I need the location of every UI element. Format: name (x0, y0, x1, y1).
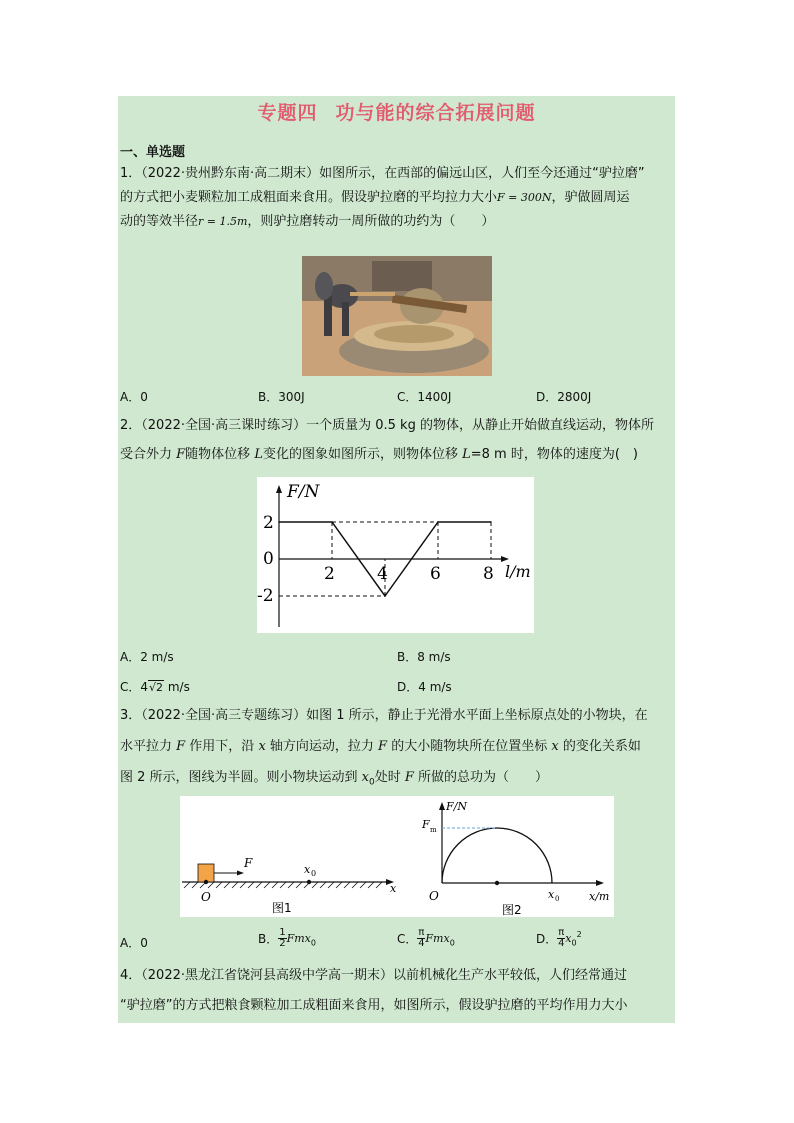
q3-line2: 水平拉力 F 作用下，沿 x 轴方向运动，拉力 F 的大小随物块所在位置坐标 x 的变化关系如 (120, 739, 641, 754)
chart-svg (257, 477, 534, 633)
y-tick-label: 0 (263, 549, 274, 569)
data-point (490, 521, 492, 523)
y-tick-label: -2 (257, 586, 274, 606)
data-point (384, 595, 386, 597)
y-axis-arrow-icon (276, 485, 282, 493)
svg-text:0: 0 (555, 895, 560, 903)
svg-text:O: O (201, 890, 211, 904)
svg-text:F: F (244, 856, 253, 870)
q3-figures-svg (180, 796, 614, 917)
x-tick-label: 4 (377, 564, 388, 584)
document-page (118, 96, 675, 1023)
figure-1 (182, 856, 397, 915)
svg-text:x: x (548, 888, 555, 901)
svg-text:图1: 图1 (272, 901, 292, 915)
q4-line1: 4．（2022·黑龙江省饶河县高级中学高一期末）以前机械化生产水平较低，人们经常通过 (120, 968, 627, 983)
q1-line3: 动的等效半径r = 1.5m，则驴拉磨转动一周所做的功约为（ ） (120, 214, 495, 229)
force-displacement-chart (257, 477, 534, 633)
svg-text:F/N: F/N (446, 800, 467, 813)
q4-line2: “驴拉磨”的方式把粮食颗粒加工成粗面来食用，如图所示，假设驴拉磨的平均作用力大小 (120, 998, 628, 1013)
q1-option-c[interactable]: C．1400J (397, 390, 452, 404)
y-axis-label: F/N (287, 482, 320, 502)
data-point (278, 521, 280, 523)
q2-option-d[interactable]: D．4 m/s (397, 680, 452, 694)
svg-text:图2: 图2 (502, 903, 522, 917)
q1-line1: 1．（2022·贵州黔东南·高二期末）如图所示，在西部的偏远山区，人们至今还通过“驴拉磨” (120, 166, 645, 181)
section-heading: 一、单选题 (120, 145, 186, 160)
svg-text:0: 0 (311, 869, 317, 878)
q3-line3: 图 2 所示，图线为半圆。则小物块运动到 $x_0$处时 F 所做的总功为（ ） (120, 770, 549, 788)
q1-line2: 的方式把小麦颗粒加工成粗面来食用。假设驴拉磨的平均拉力大小F = 300N，驴做圆周运 (120, 190, 630, 205)
figure-2 (421, 800, 609, 917)
semicircle-curve (442, 828, 552, 883)
q3-line1: 3．（2022·全国·高三专题练习）如图 1 所示，静止于光滑水平面上坐标原点处的小物块，在 (120, 708, 648, 723)
x-tick-label: 6 (430, 564, 441, 584)
q1-option-d[interactable]: D．2800J (536, 390, 592, 404)
q3-figures (180, 796, 614, 917)
title-part1: 专题四 (257, 102, 318, 124)
donkey-mill-photo (302, 256, 492, 376)
page-title (118, 98, 675, 125)
svg-text:x: x (304, 863, 311, 876)
svg-text:m: m (430, 826, 437, 834)
data-point (437, 521, 439, 523)
svg-text:x/m: x/m (589, 890, 610, 903)
block-icon (198, 864, 214, 882)
q2-option-c[interactable]: C．4√2 m/s (120, 680, 190, 694)
q2-option-a[interactable]: A．2 m/s (120, 650, 174, 664)
q3-option-c[interactable]: C． $\frac{\pi}{4}$ Fmx$_0$ (397, 927, 455, 949)
title-part2: 功与能的综合拓展问题 (335, 102, 536, 124)
q2-line1: 2．（2022·全国·高三课时练习）一个质量为 0.5 kg 的物体，从静止开始做直线运动，物体所 (120, 418, 654, 433)
q1-option-b[interactable]: B．300J (258, 390, 305, 404)
svg-text:F: F (422, 818, 430, 831)
q3-option-b[interactable]: B． $\frac{1}{2}$ Fmx$_0$ (258, 927, 316, 949)
q3-option-a[interactable]: A．0 (120, 936, 148, 950)
q2-line2: 受合外力 F随物体位移 L变化的图象如图所示，则物体位移 L=8 m 时，物体的速度为( ) (120, 447, 638, 462)
x-tick-label: 2 (324, 564, 335, 584)
q2-option-b[interactable]: B．8 m/s (397, 650, 451, 664)
donkey-mill-illustration (302, 256, 492, 376)
force-arrow-icon (237, 871, 244, 876)
x-axis-label: l/m (505, 562, 531, 581)
x-tick-label: 8 (483, 564, 494, 584)
q3-option-d[interactable]: D． $\frac{\pi}{4}$ $x_0^2$ (536, 927, 582, 949)
q1-option-a[interactable]: A．0 (120, 390, 148, 404)
svg-text:O: O (429, 889, 439, 903)
data-point (331, 521, 333, 523)
y-tick-label: 2 (263, 513, 274, 533)
svg-text:x: x (390, 882, 397, 895)
